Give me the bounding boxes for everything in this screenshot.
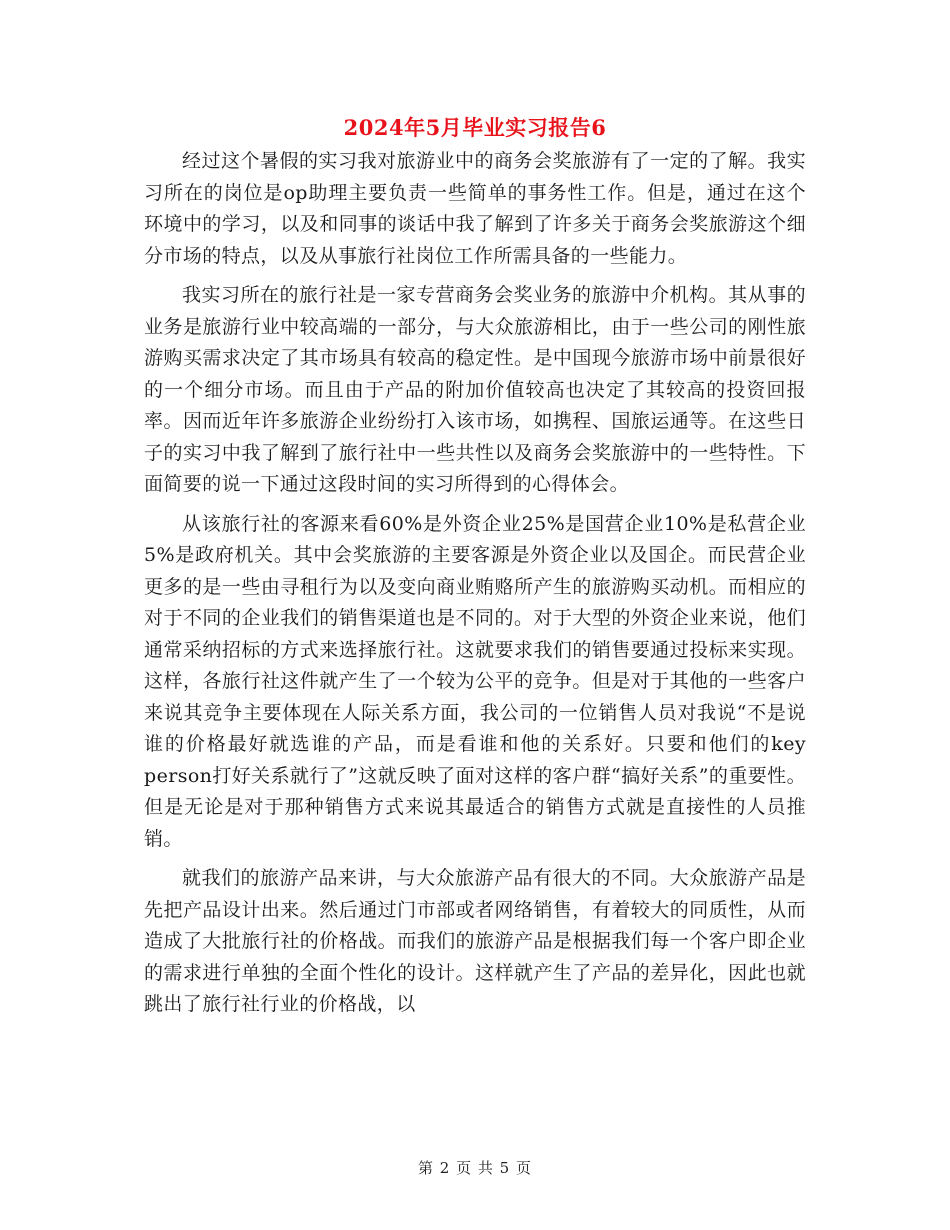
document-title: 2024年5月毕业实习报告6: [343, 115, 607, 140]
paragraph-2: 我实习所在的旅行社是一家专营商务会奖业务的旅游中介机构。其从事的业务是旅游行业中较高端的一部分，与大众旅游相比，由于一些公司的刚性旅游购买需求决定了其市场具有较高的稳定性。是中国现今旅游市场中前景很好的一个细分市场。而且由于产品的附加价值较高也决定了其较高的投资回报率。因而近年许多旅游企业纷纷打入该市场，如携程、国旅运通等。在这些日子的实习中我了解到了旅行社中一些共性以及商务会奖旅游中的一些特性。下面简要的说一下通过这段时间的实习所得到的心得体会。: [144, 284, 806, 495]
document-body: [144, 146, 806, 1029]
page-number-footer: 第 2 页 共 5 页: [418, 1159, 532, 1177]
paragraph-3: 从该旅行社的客源来看60%是外资企业25%是国营企业10%是私营企业5%是政府机关。其中会奖旅游的主要客源是外资企业以及国企。而民营企业更多的是一些由寻租行为以及变向商业贿赂所产生的旅游购买动机。而相应的对于不同的企业我们的销售渠道也是不同的。对于大型的外资企业来说，他们通常采纳招标的方式来选择旅行社。这就要求我们的销售要通过投标来实现。这样，各旅行社这件就产生了一个较为公平的竞争。但是对于其他的一些客户来说其竞争主要体现在人际关系方面，我公司的一位销售人员对我说“不是说谁的价格最好就选谁的产品，而是看谁和他的关系好。只要和他们的key person打好关系就行了”这就反映了面对这样的客户群“搞好关系”的重要性。但是无论是对于那种销售方式来说其最适合的销售方式就是直接性的人员推销。: [144, 512, 806, 850]
paragraph-1: 经过这个暑假的实习我对旅游业中的商务会奖旅游有了一定的了解。我实习所在的岗位是op助理主要负责一些简单的事务性工作。但是，通过在这个环境中的学习，以及和同事的谈话中我了解到了许多关于商务会奖旅游这个细分市场的特点，以及从事旅行社岗位工作所需具备的一些能力。: [144, 150, 806, 267]
paragraph-4: 就我们的旅游产品来讲，与大众旅游产品有很大的不同。大众旅游产品是先把产品设计出来。然后通过门市部或者网络销售，有着较大的同质性，从而造成了大批旅行社的价格战。而我们的旅游产品是根据我们每一个客户即企业的需求进行单独的全面个性化的设计。这样就产生了产品的差异化，因此也就跳出了旅行社行业的价格战，以: [144, 867, 806, 1015]
